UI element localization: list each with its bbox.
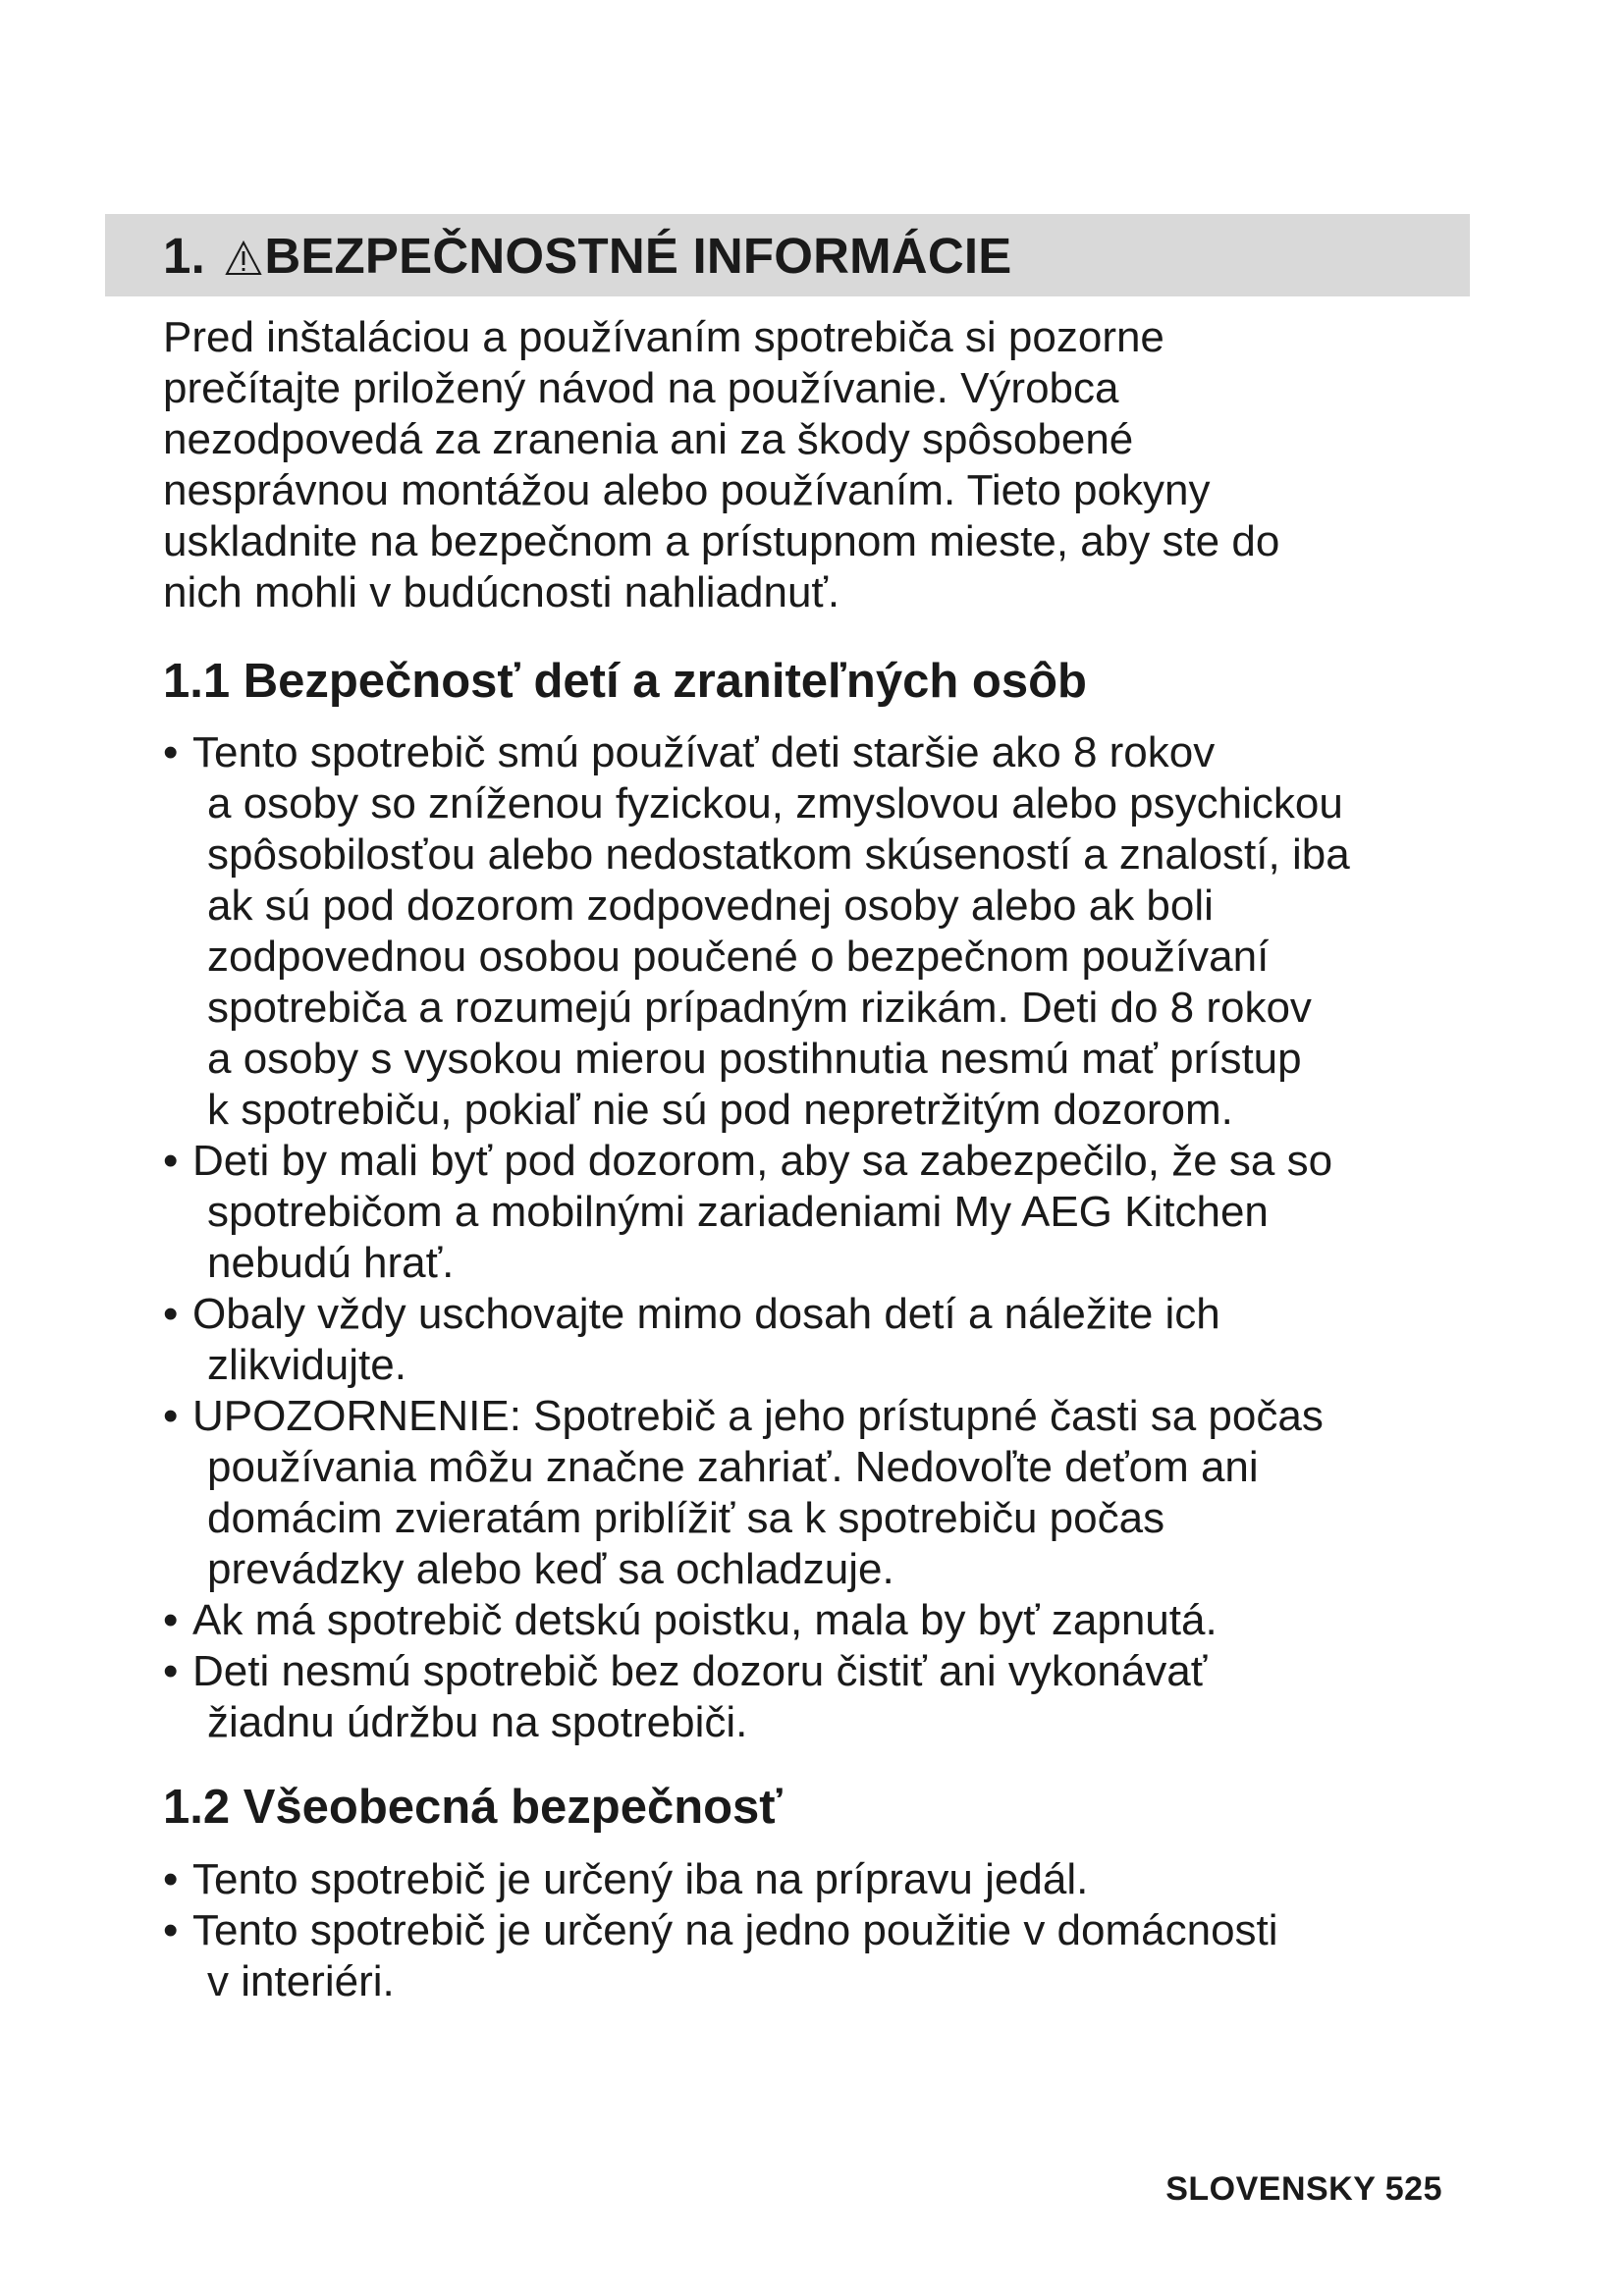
bullet-marker: • [163,1906,179,1954]
list-item-text: zlikvidujte. [207,1341,406,1389]
list-item-line [163,1544,1479,1595]
list-item [163,1595,1479,1646]
list-item-text: a osoby s vysokou mierou postihnutia nesmú mať prístup [207,1035,1302,1083]
intro-line: Pred inštaláciou a používaním spotrebiča si pozorne [163,313,1164,361]
section-number: 1. [163,228,205,284]
list-item-line [163,1238,1479,1289]
list-item-line [163,1697,1479,1748]
footer-page-number: 525 [1384,2170,1442,2208]
intro-line: prečítajte priložený návod na používanie. Výrobca [163,364,1119,412]
bullet-marker: • [163,1855,179,1903]
children-safety-list [163,727,1479,1748]
list-item-line [163,1442,1479,1493]
list-item-line [163,1595,1479,1646]
intro-line: nich mohli v budúcnosti nahliadnuť. [163,568,840,616]
list-item-line [163,1085,1479,1136]
list-item [163,727,1479,1136]
list-item-line [163,1646,1479,1697]
list-item-text: prevádzky alebo keď sa ochladzuje. [207,1545,894,1593]
list-item-text: Tento spotrebič je určený na jedno použitie v domácnosti [192,1906,1278,1954]
list-item [163,1289,1479,1391]
list-item-line [163,778,1479,829]
list-item [163,1854,1479,1905]
list-item-line [163,881,1479,932]
subsection-title-children-safety: 1.1 Bezpečnosť detí a zraniteľných osôb [163,655,1087,708]
list-item-line [163,1956,1479,2007]
footer-language: SLOVENSKY [1165,2170,1376,2208]
intro-line: nesprávnou montážou alebo používaním. Tieto pokyny [163,466,1211,514]
list-item-text: používania môžu značne zahriať. Nedovoľte deťom ani [207,1443,1259,1491]
list-item-text: spotrebiča a rozumejú prípadným rizikám. Deti do 8 rokov [207,984,1312,1032]
intro-line: uskladnite na bezpečnom a prístupnom mieste, aby ste do [163,517,1280,565]
list-item-text: k spotrebiču, pokiaľ nie sú pod nepretržitým dozorom. [207,1086,1233,1134]
list-item-line [163,932,1479,983]
list-item-text: a osoby so zníženou fyzickou, zmyslovou alebo psychickou [207,779,1343,828]
list-item-line [163,983,1479,1034]
subsection-title-general-safety: 1.2 Všeobecná bezpečnosť [163,1781,783,1834]
bullet-marker: • [163,1290,179,1338]
list-item-line [163,1854,1479,1905]
list-item-line [163,1493,1479,1544]
list-item-line [163,1905,1479,1956]
bullet-marker: • [163,1647,179,1695]
list-item-text: zodpovednou osobou poučené o bezpečnom používaní [207,933,1270,981]
list-item [163,1391,1479,1595]
bullet-marker: • [163,1392,179,1440]
list-item [163,1646,1479,1748]
intro-paragraph [163,312,1459,618]
list-item-text: Obaly vždy uschovajte mimo dosah detí a náležite ich [192,1290,1220,1338]
list-item [163,1905,1479,2007]
list-item-text: UPOZORNENIE: Spotrebič a jeho prístupné časti sa počas [192,1392,1324,1440]
list-item-line [163,1136,1479,1187]
section-title: BEZPEČNOSTNÉ INFORMÁCIE [264,228,1012,284]
bullet-marker: • [163,1137,179,1185]
list-item [163,1136,1479,1289]
warning-triangle-icon [225,240,262,276]
list-item-line [163,1391,1479,1442]
section-heading [163,228,1011,285]
list-item-text: Tento spotrebič je určený iba na prípravu jedál. [192,1855,1089,1903]
list-item-text: domácim zvieratám priblížiť sa k spotrebiču počas [207,1494,1165,1542]
list-item-text: Tento spotrebič smú používať deti staršie ako 8 rokov [192,728,1216,776]
bullet-marker: • [163,728,179,776]
list-item-text: Deti by mali byť pod dozorom, aby sa zabezpečilo, že sa so [192,1137,1333,1185]
page-footer [1165,2169,1442,2209]
list-item-text: spotrebičom a mobilnými zariadeniami My AEG Kitchen [207,1188,1269,1236]
list-item-text: v interiéri. [207,1957,395,2005]
list-item-text: spôsobilosťou alebo nedostatkom skúseností a znalostí, iba [207,830,1350,879]
general-safety-list [163,1854,1479,2007]
list-item-line [163,1187,1479,1238]
list-item-text: žiadnu údržbu na spotrebiči. [207,1698,748,1746]
list-item-text: nebudú hrať. [207,1239,455,1287]
list-item-text: ak sú pod dozorom zodpovednej osoby alebo ak boli [207,881,1214,930]
list-item-text: Deti nesmú spotrebič bez dozoru čistiť ani vykonávať [192,1647,1208,1695]
bullet-marker: • [163,1596,179,1644]
list-item-line [163,727,1479,778]
list-item-line [163,829,1479,881]
list-item-text: Ak má spotrebič detskú poistku, mala by byť zapnutá. [192,1596,1218,1644]
list-item-line [163,1289,1479,1340]
list-item-line [163,1340,1479,1391]
list-item-line [163,1034,1479,1085]
intro-line: nezodpovedá za zranenia ani za škody spôsobené [163,415,1134,463]
